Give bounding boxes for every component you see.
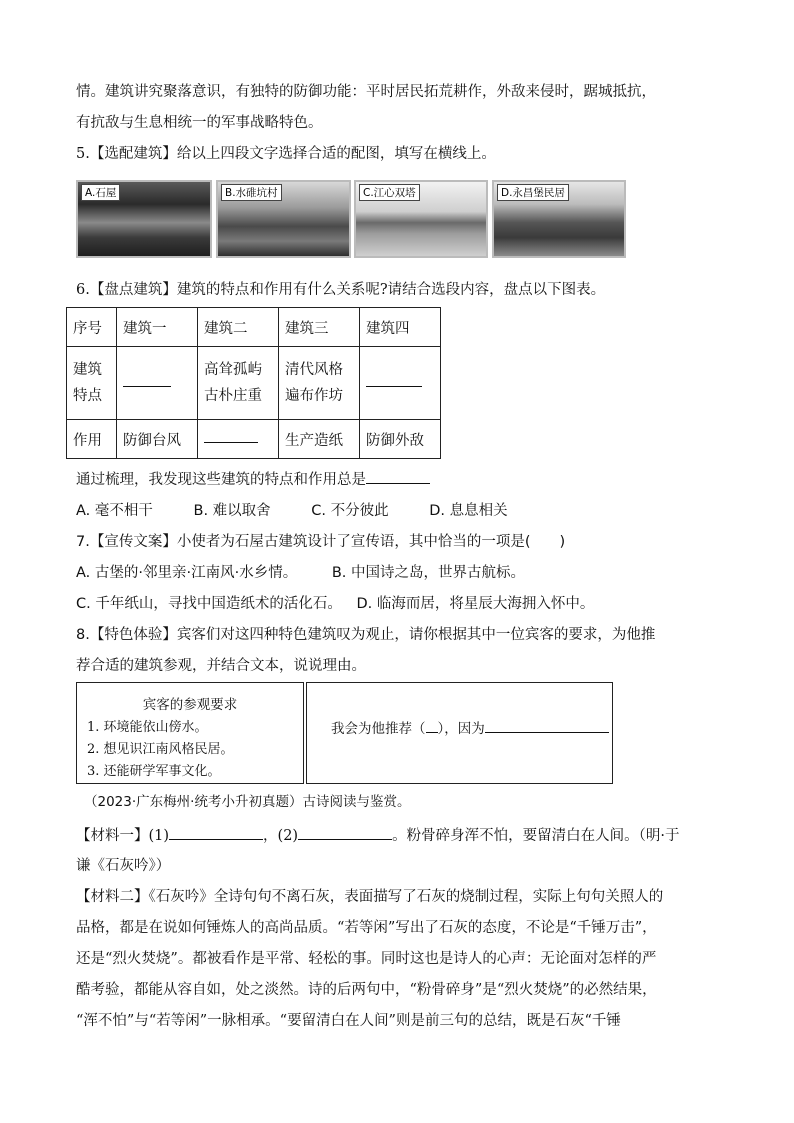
- question-8-line-1: 8.【特色体验】宾客们对这四种特色建筑叹为观止，请你根据其中一位宾客的要求，为他推: [76, 627, 656, 643]
- table-cell: 建筑三: [279, 308, 360, 347]
- material-2-line-1: 【材料二】《石灰吟》全诗句句不离石灰，表面描写了石灰的烧制过程，实际上句句关照人的: [76, 889, 664, 905]
- table-cell: 序号: [67, 308, 117, 347]
- question-8-line-2: 荐合适的建筑参观，并结合文本，说说理由。: [76, 658, 366, 674]
- requirement-item: 2. 想见识江南风格民居。: [87, 742, 234, 757]
- requirement-item: 1. 环境能依山傍水。: [87, 720, 208, 735]
- answer-blank[interactable]: [426, 732, 438, 733]
- option-c[interactable]: C. 千年纸山，寻找中国造纸术的活化石。: [76, 596, 342, 612]
- answer-box: [306, 682, 613, 784]
- option-d[interactable]: D. 息息相关: [429, 503, 508, 519]
- q6-options: [76, 501, 508, 521]
- q7-options-row-1: [76, 563, 525, 583]
- table-cell: 作用: [67, 420, 117, 459]
- table-cell: [279, 347, 360, 420]
- answer-blank[interactable]: [169, 839, 263, 840]
- table-cell: 防御外敌: [360, 420, 441, 459]
- q7-options-row-2: [76, 594, 594, 614]
- blank-separator: ，(2): [263, 828, 299, 844]
- table-cell: 建筑一: [117, 308, 198, 347]
- table-header-row: [67, 308, 441, 347]
- option-d[interactable]: D. 临海而居，将星辰大海拥入怀中。: [356, 596, 595, 612]
- material-2-line-4: 酷考验，都能从容自如，处之淡然。诗的后两句中，“粉骨碎身”是“烈火焚烧”的必然结果，: [76, 982, 657, 998]
- answer-blank-cell[interactable]: [117, 347, 198, 420]
- guest-requirements-box: [76, 682, 304, 784]
- intro-line-2: 有抗敌与生息相统一的军事战略特色。: [76, 115, 323, 131]
- material-1-label: 【材料一】: [76, 828, 149, 844]
- material-1-line-1: [76, 826, 679, 846]
- poem-source: （2023·广东梅州·统考小升初真题）古诗阅读与鉴赏。: [84, 794, 411, 810]
- cell-text: 清代风格: [285, 362, 343, 378]
- table-cell: 建筑二: [198, 308, 279, 347]
- question-5: 5.【选配建筑】给以上四段文字选择合适的配图，填写在横线上。: [76, 146, 496, 162]
- feature-label-2: 特点: [73, 388, 102, 404]
- recommendation-line: [331, 717, 609, 737]
- option-c[interactable]: C. 不分彼此: [311, 503, 389, 519]
- table-cell: 建筑四: [360, 308, 441, 347]
- material-2-line-2: 品格，都是在说如何锤炼人的高尚品质。“若等闲”写出了石灰的态度，不论是“千锤万击”，: [76, 920, 657, 936]
- table-row-features: [67, 347, 441, 420]
- photo-caption: C.江心双塔: [359, 184, 420, 201]
- answer-blank-cell[interactable]: [360, 347, 441, 420]
- table-cell: [67, 347, 117, 420]
- material-2-line-3: 还是“烈火焚烧”。都被看作是平常、轻松的事。同时这也是诗人的心声：无论面对怎样的严: [76, 951, 657, 967]
- photo-village: [216, 180, 351, 258]
- summary-text: 通过梳理，我发现这些建筑的特点和作用总是: [76, 472, 366, 488]
- photo-fort-residence: [492, 180, 626, 258]
- question-7: 7.【宣传文案】小使者为石屋古建筑设计了宣传语，其中恰当的一项是( ): [76, 534, 566, 550]
- requirement-item: 3. 还能研学军事文化。: [87, 764, 221, 779]
- option-a[interactable]: A. 古堡的·邻里亲·江南风·水乡情。: [76, 565, 298, 581]
- material-1-line-2: 谦《石灰吟》）: [76, 858, 171, 874]
- photo-stone-house: [76, 180, 212, 258]
- cell-text: 古朴庄重: [204, 388, 262, 404]
- photo-twin-towers: [354, 180, 488, 258]
- cell-text: 高耸孤屿: [204, 362, 262, 378]
- building-photos: [76, 180, 626, 260]
- table-cell: 生产造纸: [279, 420, 360, 459]
- intro-line-1: 情。建筑讲究聚落意识，有独特的防御功能：平时居民拓荒耕作，外敌来侵时，踞城抵抗，: [76, 84, 656, 100]
- question-6: 6.【盘点建筑】建筑的特点和作用有什么关系呢?请结合选段内容，盘点以下图表。: [76, 282, 606, 298]
- answer-blank[interactable]: [485, 732, 609, 733]
- table-cell: 防御台风: [117, 420, 198, 459]
- answer-blank[interactable]: [366, 386, 422, 387]
- option-a[interactable]: A. 毫不相干: [76, 503, 153, 519]
- blank-number-1: (1): [148, 828, 170, 844]
- photo-caption: A.石屋: [81, 184, 120, 201]
- table-cell: [198, 347, 279, 420]
- photo-caption: D.永昌堡民居: [497, 184, 569, 201]
- material-1-tail: 。粉骨碎身浑不怕，要留清白在人间。（明·于: [392, 828, 680, 844]
- building-table: [66, 307, 441, 459]
- answer-blank[interactable]: [298, 839, 392, 840]
- requirements-list: [87, 717, 303, 783]
- cell-text: 遍布作坊: [285, 388, 343, 404]
- material-2-line-5: “浑不怕”与“若等闲”一脉相承。“要留清白在人间”则是前三句的总结，既是石灰“千锤: [76, 1013, 621, 1029]
- box-title: 宾客的参观要求: [142, 697, 238, 713]
- answer-blank[interactable]: [204, 442, 258, 443]
- q6-summary: [76, 470, 430, 490]
- answer-blank[interactable]: [366, 483, 430, 484]
- table-row-use: [67, 420, 441, 459]
- answer-blank[interactable]: [123, 386, 171, 387]
- photo-caption: B.水碓坑村: [221, 184, 282, 201]
- option-b[interactable]: B. 中国诗之岛，世界古航标。: [331, 565, 525, 581]
- option-b[interactable]: B. 难以取舍: [193, 503, 271, 519]
- answer-prefix: 我会为他推荐（: [331, 721, 426, 737]
- answer-blank-cell[interactable]: [198, 420, 279, 459]
- answer-mid: ），因为: [437, 721, 485, 737]
- feature-label-1: 建筑: [73, 362, 102, 378]
